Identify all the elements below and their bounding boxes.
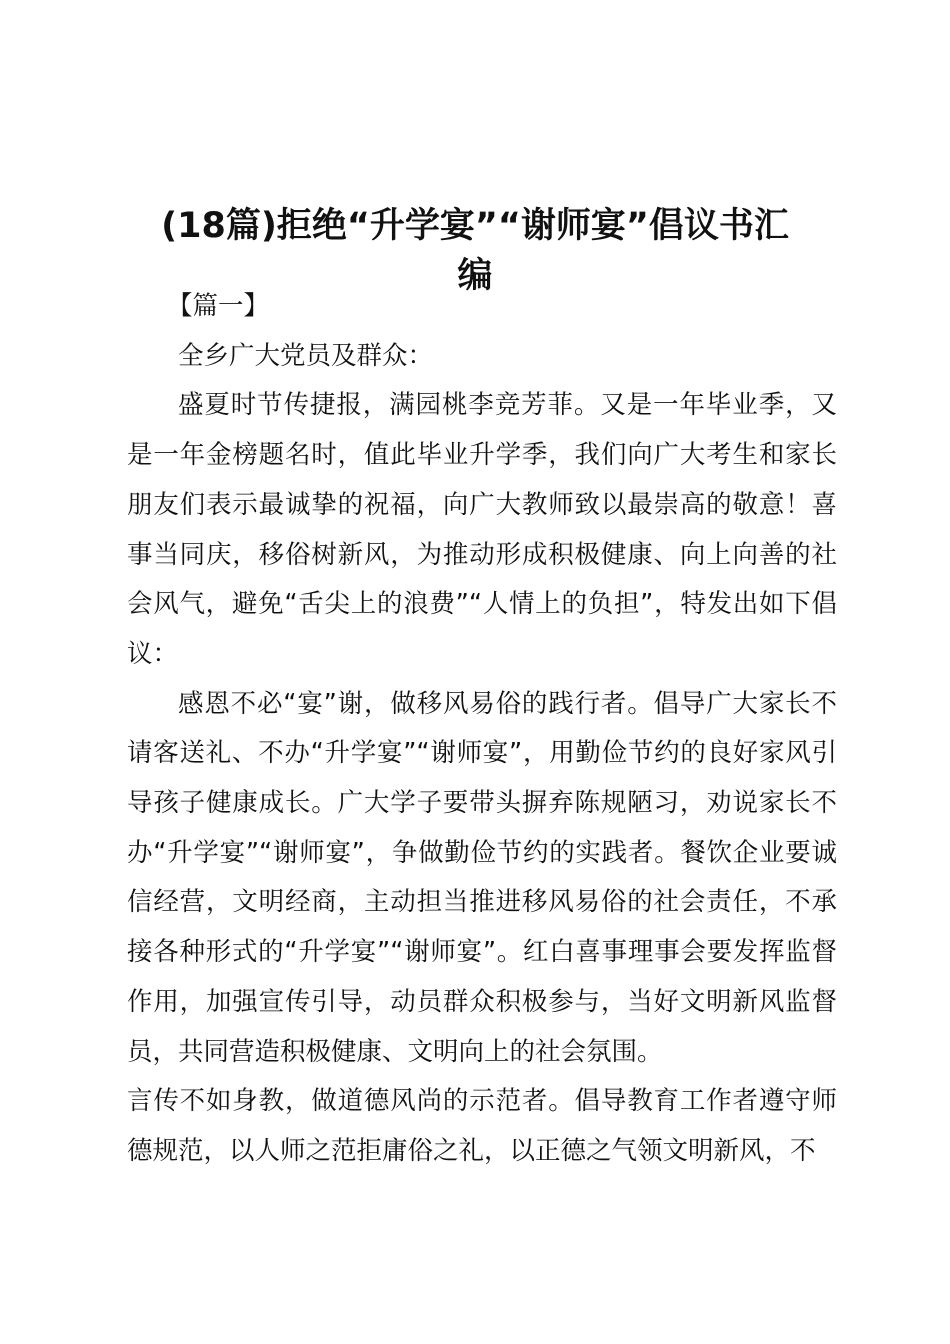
- title-line-1: (18篇)拒绝“升学宴”“谢师宴”倡议书汇: [161, 206, 789, 247]
- document-body: [127, 282, 837, 1177]
- paragraph-example: 言传不如身教，做道德风尚的示范者。倡导教育工作者遵守师德规范，以人师之范拒庸俗之礼，以正德之气领文明新风，不: [127, 1086, 837, 1166]
- salutation: 全乡广大党员及群众：: [178, 340, 434, 371]
- paragraph-intro: 盛夏时节传捷报，满园桃李竞芳菲。又是一年毕业季，又是一年金榜题名时，值此毕业升学季，我们向广大考生和家长朋友们表示最诚挚的祝福，向广大教师致以最崇高的敬意！喜事当同庆，移俗树新风，为推动形成积极健康、向上向善的社会风气，避免“舌尖上的浪费”“人情上的负担”，特发出如下倡议：: [127, 390, 837, 669]
- paragraph-gratitude: 感恩不必“宴”谢，做移风易俗的践行者。倡导广大家长不请客送礼、不办“升学宴”“谢师宴”，用勤俭节约的良好家风引导孩子健康成长。广大学子要带头摒弃陈规陋习，劝说家长不办“升学宴”“谢师宴”，争做勤俭节约的实践者。餐饮企业要诚信经营，文明经商，主动担当推进移风易俗的社会责任，不承接各种形式的“升学宴”“谢师宴”。红白喜事理事会要发挥监督作用，加强宣传引导，动员群众积极参与，当好文明新风监督员，共同营造积极健康、文明向上的社会氛围。: [127, 688, 837, 1067]
- title-line-2: 编: [457, 256, 493, 297]
- section-label: 【篇一】: [167, 291, 270, 321]
